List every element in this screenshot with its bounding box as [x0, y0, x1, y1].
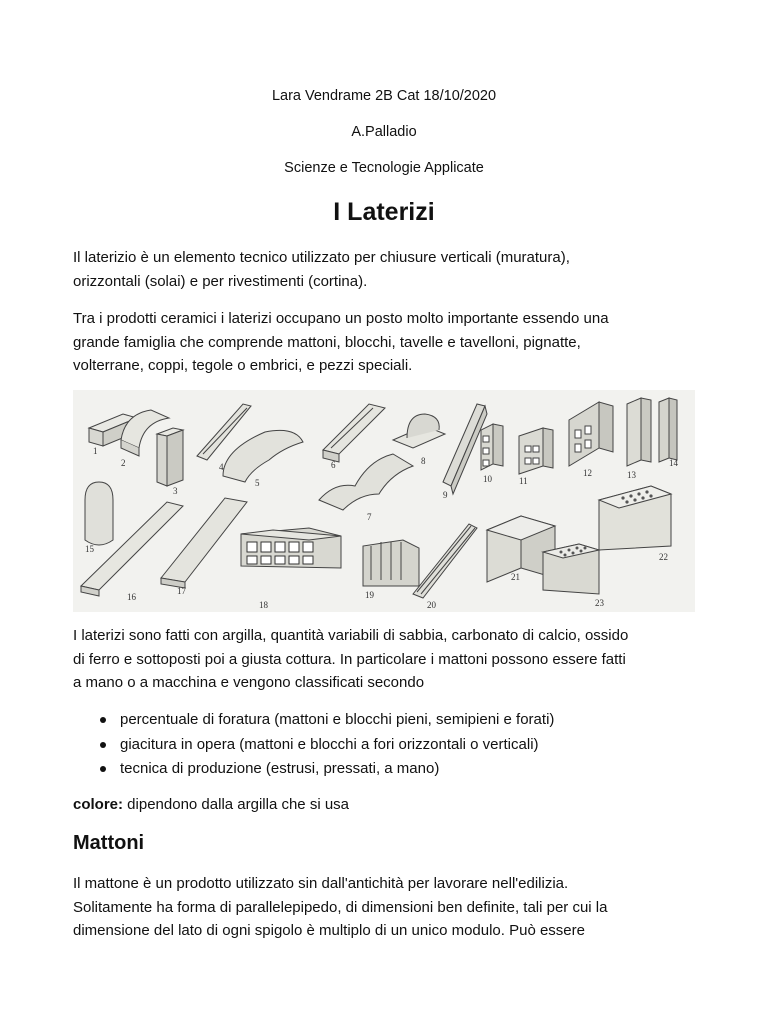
text-line: Tra i prodotti ceramici i laterizi occupano un posto molto importante essendo una — [73, 310, 609, 327]
bullet-icon — [100, 766, 106, 772]
figure-label: 14 — [669, 458, 678, 468]
figure-label: 12 — [583, 468, 592, 478]
figure-label: 10 — [483, 474, 492, 484]
figure-label: 5 — [255, 478, 260, 488]
text-line: Il mattone è un prodotto utilizzato sin dall'antichità per lavorare nell'edilizia. — [73, 875, 569, 892]
brick-shape-12 — [569, 402, 613, 466]
school-name: A.Palladio — [351, 124, 417, 140]
figure-label: 3 — [173, 486, 178, 496]
mattoni-paragraph — [73, 872, 701, 943]
brick-shape-13 — [627, 398, 651, 466]
figure-label: 13 — [627, 470, 636, 480]
brick-shape-5 — [223, 430, 303, 482]
colore-text: dipendono dalla argilla che si usa — [123, 796, 350, 813]
bullet-icon — [100, 717, 106, 723]
brick-shape-14 — [659, 398, 677, 462]
brick-shape-15 — [85, 482, 113, 545]
figure-label: 4 — [219, 462, 224, 472]
laterizi-illustration — [73, 390, 695, 612]
figure-label: 17 — [177, 586, 186, 596]
text-line: di ferro e sottoposti poi a giusta cottura. In particolare i mattoni possono essere fatti — [73, 650, 626, 668]
brick-shape-8 — [393, 414, 445, 448]
text-line: Solitamente ha forma di parallelepipedo, di dimensioni ben definite, tali per cui la — [73, 898, 608, 916]
figure-label: 6 — [331, 460, 336, 470]
brick-shape-20 — [413, 524, 477, 598]
list-item — [97, 733, 554, 758]
list-item-text: giacitura in opera (mattoni e blocchi a fori orizzontali o verticali) — [120, 735, 539, 753]
text-line: volterrane, coppi, tegole o embrici, e pezzi speciali. — [73, 357, 413, 374]
brick-shape-6 — [323, 404, 385, 462]
subject-line: Scienze e Tecnologie Applicate — [284, 160, 484, 176]
author-line: Lara Vendrame 2B Cat 18/10/2020 — [271, 88, 497, 104]
text-line: grande famiglia che comprende mattoni, blocchi, tavelle e tavelloni, pignatte, — [73, 333, 581, 351]
text-line: dimensione del lato di ogni spigolo è multiplo di un unico modulo. Può essere — [73, 922, 585, 939]
figure-label: 19 — [365, 590, 374, 600]
figure-label: 1 — [93, 446, 98, 456]
brick-shape-3 — [157, 428, 183, 486]
brick-shape-22 — [599, 486, 671, 550]
classification-list — [97, 708, 554, 782]
brick-shape-19 — [363, 540, 419, 586]
figure-label: 11 — [519, 476, 528, 486]
document-title: I Laterizi — [333, 198, 435, 226]
brick-shape-18 — [241, 528, 341, 568]
figure-label: 15 — [85, 544, 94, 554]
figure-label: 7 — [367, 512, 372, 522]
brick-shape-10 — [481, 424, 503, 470]
intro-paragraph-2 — [73, 307, 701, 378]
body-paragraph — [73, 624, 701, 695]
figure-label: 8 — [421, 456, 426, 466]
list-item-text: percentuale di foratura (mattoni e blocchi pieni, semipieni e forati) — [120, 711, 555, 728]
brick-shape-9 — [443, 404, 487, 494]
text-line: I laterizi sono fatti con argilla, quantità variabili di sabbia, carbonato di calcio, ossido — [73, 627, 629, 644]
figure-label: 21 — [511, 572, 520, 582]
text-line: Il laterizio è un elemento tecnico utilizzato per chiusure verticali (muratura), — [73, 249, 570, 266]
figure-label: 23 — [595, 598, 604, 608]
figure-label: 2 — [121, 458, 126, 468]
brick-types-drawing — [73, 390, 695, 612]
brick-shape-11 — [519, 428, 553, 474]
figure-label: 9 — [443, 490, 448, 500]
bullet-icon — [100, 742, 106, 748]
figure-label: 20 — [427, 600, 436, 610]
list-item-text: tecnica di produzione (estrusi, pressati, a mano) — [120, 760, 440, 777]
colore-label: colore: — [73, 796, 124, 813]
colore-line — [73, 796, 349, 813]
figure-label: 16 — [127, 592, 136, 602]
list-item — [97, 757, 554, 782]
intro-paragraph-1 — [73, 246, 701, 293]
brick-shape-23 — [543, 544, 599, 594]
text-line: a mano o a macchina e vengono classificati secondo — [73, 674, 425, 691]
figure-label: 22 — [659, 552, 668, 562]
figure-label: 18 — [259, 600, 268, 610]
section-heading-mattoni: Mattoni — [73, 832, 145, 854]
list-item — [97, 708, 554, 733]
text-line: orizzontali (solai) e per rivestimenti (cortina). — [73, 272, 368, 290]
